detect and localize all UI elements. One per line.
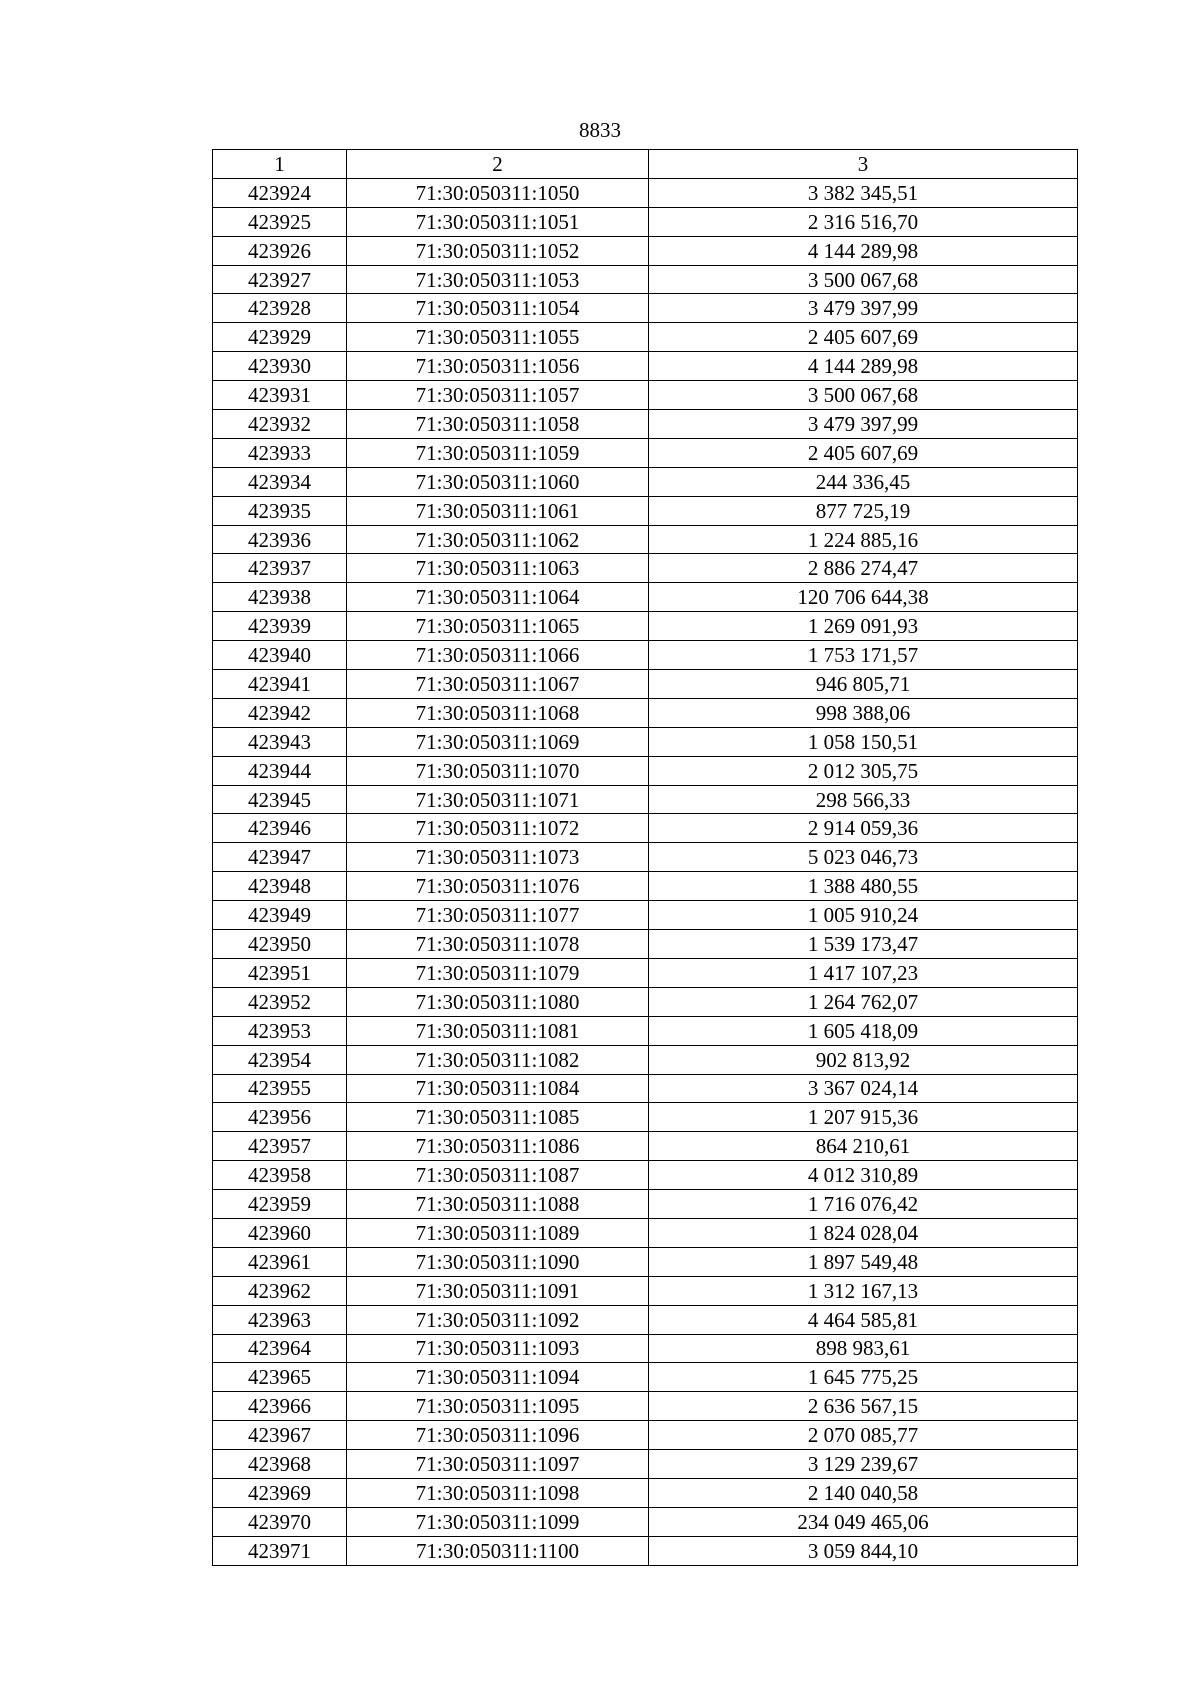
value-cell: 1 224 885,16 bbox=[649, 525, 1078, 554]
row-number-cell: 423936 bbox=[213, 525, 347, 554]
row-number-cell: 423930 bbox=[213, 352, 347, 381]
table-row bbox=[213, 438, 1078, 467]
cadastral-number-cell: 71:30:050311:1099 bbox=[347, 1507, 649, 1536]
cadastral-number-cell: 71:30:050311:1087 bbox=[347, 1161, 649, 1190]
cadastral-number-cell: 71:30:050311:1058 bbox=[347, 410, 649, 439]
cadastral-number-cell: 71:30:050311:1081 bbox=[347, 1016, 649, 1045]
table-row bbox=[213, 496, 1078, 525]
row-number-cell: 423957 bbox=[213, 1132, 347, 1161]
row-number-cell: 423970 bbox=[213, 1507, 347, 1536]
cadastral-number-cell: 71:30:050311:1064 bbox=[347, 583, 649, 612]
value-cell: 3 129 239,67 bbox=[649, 1450, 1078, 1479]
row-number-cell: 423935 bbox=[213, 496, 347, 525]
table-row bbox=[213, 756, 1078, 785]
cadastral-number-cell: 71:30:050311:1065 bbox=[347, 612, 649, 641]
table-row bbox=[213, 1507, 1078, 1536]
row-number-cell: 423948 bbox=[213, 872, 347, 901]
column-header-2: 2 bbox=[347, 150, 649, 179]
table-row bbox=[213, 1045, 1078, 1074]
value-cell: 1 058 150,51 bbox=[649, 727, 1078, 756]
value-cell: 1 897 549,48 bbox=[649, 1247, 1078, 1276]
cadastral-number-cell: 71:30:050311:1051 bbox=[347, 207, 649, 236]
cadastral-number-cell: 71:30:050311:1059 bbox=[347, 438, 649, 467]
value-cell: 244 336,45 bbox=[649, 467, 1078, 496]
row-number-cell: 423960 bbox=[213, 1218, 347, 1247]
row-number-cell: 423924 bbox=[213, 178, 347, 207]
cadastral-number-cell: 71:30:050311:1067 bbox=[347, 670, 649, 699]
table-row bbox=[213, 1334, 1078, 1363]
table-row bbox=[213, 323, 1078, 352]
value-cell: 2 140 040,58 bbox=[649, 1478, 1078, 1507]
value-cell: 2 886 274,47 bbox=[649, 554, 1078, 583]
cadastral-number-cell: 71:30:050311:1073 bbox=[347, 843, 649, 872]
row-number-cell: 423951 bbox=[213, 958, 347, 987]
value-cell: 1 388 480,55 bbox=[649, 872, 1078, 901]
table-row bbox=[213, 1276, 1078, 1305]
value-cell: 2 012 305,75 bbox=[649, 756, 1078, 785]
value-cell: 898 983,61 bbox=[649, 1334, 1078, 1363]
cadastral-number-cell: 71:30:050311:1069 bbox=[347, 727, 649, 756]
row-number-cell: 423929 bbox=[213, 323, 347, 352]
table-row bbox=[213, 265, 1078, 294]
cadastral-number-cell: 71:30:050311:1098 bbox=[347, 1478, 649, 1507]
cadastral-number-cell: 71:30:050311:1095 bbox=[347, 1392, 649, 1421]
value-cell: 1 753 171,57 bbox=[649, 641, 1078, 670]
cadastral-number-cell: 71:30:050311:1070 bbox=[347, 756, 649, 785]
cadastral-number-cell: 71:30:050311:1072 bbox=[347, 814, 649, 843]
value-cell: 1 417 107,23 bbox=[649, 958, 1078, 987]
value-cell: 3 382 345,51 bbox=[649, 178, 1078, 207]
table-row bbox=[213, 727, 1078, 756]
value-cell: 4 464 585,81 bbox=[649, 1305, 1078, 1334]
table-row bbox=[213, 1190, 1078, 1219]
cadastral-number-cell: 71:30:050311:1061 bbox=[347, 496, 649, 525]
cadastral-number-cell: 71:30:050311:1090 bbox=[347, 1247, 649, 1276]
value-cell: 2 070 085,77 bbox=[649, 1421, 1078, 1450]
value-cell: 1 207 915,36 bbox=[649, 1103, 1078, 1132]
value-cell: 1 269 091,93 bbox=[649, 612, 1078, 641]
value-cell: 1 312 167,13 bbox=[649, 1276, 1078, 1305]
value-cell: 4 012 310,89 bbox=[649, 1161, 1078, 1190]
row-number-cell: 423971 bbox=[213, 1536, 347, 1565]
row-number-cell: 423962 bbox=[213, 1276, 347, 1305]
table-header-row bbox=[213, 150, 1078, 179]
table-row bbox=[213, 1392, 1078, 1421]
table-row bbox=[213, 525, 1078, 554]
value-cell: 3 500 067,68 bbox=[649, 381, 1078, 410]
value-cell: 1 824 028,04 bbox=[649, 1218, 1078, 1247]
row-number-cell: 423943 bbox=[213, 727, 347, 756]
table-row bbox=[213, 381, 1078, 410]
cadastral-number-cell: 71:30:050311:1063 bbox=[347, 554, 649, 583]
table-row bbox=[213, 901, 1078, 930]
value-cell: 234 049 465,06 bbox=[649, 1507, 1078, 1536]
table-row bbox=[213, 1247, 1078, 1276]
table-row bbox=[213, 1478, 1078, 1507]
row-number-cell: 423963 bbox=[213, 1305, 347, 1334]
table-row bbox=[213, 1016, 1078, 1045]
cadastral-number-cell: 71:30:050311:1089 bbox=[347, 1218, 649, 1247]
row-number-cell: 423932 bbox=[213, 410, 347, 439]
cadastral-number-cell: 71:30:050311:1091 bbox=[347, 1276, 649, 1305]
cadastral-number-cell: 71:30:050311:1084 bbox=[347, 1074, 649, 1103]
table-row bbox=[213, 958, 1078, 987]
table-row bbox=[213, 178, 1078, 207]
row-number-cell: 423925 bbox=[213, 207, 347, 236]
cadastral-number-cell: 71:30:050311:1068 bbox=[347, 698, 649, 727]
table-row bbox=[213, 698, 1078, 727]
value-cell: 4 144 289,98 bbox=[649, 352, 1078, 381]
cadastral-number-cell: 71:30:050311:1082 bbox=[347, 1045, 649, 1074]
table-row bbox=[213, 1450, 1078, 1479]
table-row bbox=[213, 814, 1078, 843]
value-cell: 120 706 644,38 bbox=[649, 583, 1078, 612]
cadastral-number-cell: 71:30:050311:1085 bbox=[347, 1103, 649, 1132]
value-cell: 2 405 607,69 bbox=[649, 323, 1078, 352]
value-cell: 1 005 910,24 bbox=[649, 901, 1078, 930]
table-row bbox=[213, 410, 1078, 439]
table-row bbox=[213, 236, 1078, 265]
table-row bbox=[213, 1305, 1078, 1334]
row-number-cell: 423949 bbox=[213, 901, 347, 930]
row-number-cell: 423968 bbox=[213, 1450, 347, 1479]
value-cell: 2 405 607,69 bbox=[649, 438, 1078, 467]
cadastral-number-cell: 71:30:050311:1093 bbox=[347, 1334, 649, 1363]
row-number-cell: 423940 bbox=[213, 641, 347, 670]
value-cell: 1 539 173,47 bbox=[649, 930, 1078, 959]
row-number-cell: 423954 bbox=[213, 1045, 347, 1074]
cadastral-number-cell: 71:30:050311:1079 bbox=[347, 958, 649, 987]
value-cell: 3 367 024,14 bbox=[649, 1074, 1078, 1103]
cadastral-number-cell: 71:30:050311:1078 bbox=[347, 930, 649, 959]
cadastral-number-cell: 71:30:050311:1052 bbox=[347, 236, 649, 265]
table-row bbox=[213, 670, 1078, 699]
value-cell: 3 479 397,99 bbox=[649, 294, 1078, 323]
table-row bbox=[213, 987, 1078, 1016]
value-cell: 298 566,33 bbox=[649, 785, 1078, 814]
row-number-cell: 423938 bbox=[213, 583, 347, 612]
row-number-cell: 423964 bbox=[213, 1334, 347, 1363]
value-cell: 1 716 076,42 bbox=[649, 1190, 1078, 1219]
value-cell: 998 388,06 bbox=[649, 698, 1078, 727]
table-row bbox=[213, 785, 1078, 814]
row-number-cell: 423946 bbox=[213, 814, 347, 843]
row-number-cell: 423969 bbox=[213, 1478, 347, 1507]
row-number-cell: 423934 bbox=[213, 467, 347, 496]
cadastral-number-cell: 71:30:050311:1096 bbox=[347, 1421, 649, 1450]
row-number-cell: 423933 bbox=[213, 438, 347, 467]
row-number-cell: 423941 bbox=[213, 670, 347, 699]
table-row bbox=[213, 1421, 1078, 1450]
data-table bbox=[212, 149, 1078, 1566]
row-number-cell: 423942 bbox=[213, 698, 347, 727]
cadastral-number-cell: 71:30:050311:1066 bbox=[347, 641, 649, 670]
row-number-cell: 423958 bbox=[213, 1161, 347, 1190]
cadastral-number-cell: 71:30:050311:1057 bbox=[347, 381, 649, 410]
value-cell: 2 316 516,70 bbox=[649, 207, 1078, 236]
value-cell: 1 605 418,09 bbox=[649, 1016, 1078, 1045]
cadastral-number-cell: 71:30:050311:1054 bbox=[347, 294, 649, 323]
row-number-cell: 423961 bbox=[213, 1247, 347, 1276]
row-number-cell: 423950 bbox=[213, 930, 347, 959]
cadastral-number-cell: 71:30:050311:1077 bbox=[347, 901, 649, 930]
table-row bbox=[213, 1074, 1078, 1103]
row-number-cell: 423947 bbox=[213, 843, 347, 872]
row-number-cell: 423956 bbox=[213, 1103, 347, 1132]
table-row bbox=[213, 583, 1078, 612]
table-row bbox=[213, 1536, 1078, 1565]
cadastral-number-cell: 71:30:050311:1088 bbox=[347, 1190, 649, 1219]
row-number-cell: 423967 bbox=[213, 1421, 347, 1450]
table-row bbox=[213, 641, 1078, 670]
cadastral-number-cell: 71:30:050311:1080 bbox=[347, 987, 649, 1016]
row-number-cell: 423953 bbox=[213, 1016, 347, 1045]
table-row bbox=[213, 554, 1078, 583]
value-cell: 2 914 059,36 bbox=[649, 814, 1078, 843]
value-cell: 3 479 397,99 bbox=[649, 410, 1078, 439]
value-cell: 5 023 046,73 bbox=[649, 843, 1078, 872]
column-header-3: 3 bbox=[649, 150, 1078, 179]
table-row bbox=[213, 207, 1078, 236]
row-number-cell: 423966 bbox=[213, 1392, 347, 1421]
row-number-cell: 423965 bbox=[213, 1363, 347, 1392]
value-cell: 1 645 775,25 bbox=[649, 1363, 1078, 1392]
table-row bbox=[213, 930, 1078, 959]
value-cell: 946 805,71 bbox=[649, 670, 1078, 699]
row-number-cell: 423928 bbox=[213, 294, 347, 323]
cadastral-number-cell: 71:30:050311:1056 bbox=[347, 352, 649, 381]
value-cell: 864 210,61 bbox=[649, 1132, 1078, 1161]
value-cell: 902 813,92 bbox=[649, 1045, 1078, 1074]
value-cell: 3 500 067,68 bbox=[649, 265, 1078, 294]
cadastral-number-cell: 71:30:050311:1086 bbox=[347, 1132, 649, 1161]
cadastral-number-cell: 71:30:050311:1055 bbox=[347, 323, 649, 352]
table-row bbox=[213, 1103, 1078, 1132]
table-row bbox=[213, 612, 1078, 641]
page-number: 8833 bbox=[579, 118, 621, 142]
table-row bbox=[213, 1218, 1078, 1247]
column-header-1: 1 bbox=[213, 150, 347, 179]
cadastral-number-cell: 71:30:050311:1053 bbox=[347, 265, 649, 294]
cadastral-number-cell: 71:30:050311:1100 bbox=[347, 1536, 649, 1565]
value-cell: 4 144 289,98 bbox=[649, 236, 1078, 265]
cadastral-number-cell: 71:30:050311:1071 bbox=[347, 785, 649, 814]
cadastral-number-cell: 71:30:050311:1092 bbox=[347, 1305, 649, 1334]
table-row bbox=[213, 1363, 1078, 1392]
cadastral-number-cell: 71:30:050311:1062 bbox=[347, 525, 649, 554]
value-cell: 1 264 762,07 bbox=[649, 987, 1078, 1016]
value-cell: 2 636 567,15 bbox=[649, 1392, 1078, 1421]
table-row bbox=[213, 1161, 1078, 1190]
row-number-cell: 423939 bbox=[213, 612, 347, 641]
table-row bbox=[213, 467, 1078, 496]
table-row bbox=[213, 1132, 1078, 1161]
row-number-cell: 423952 bbox=[213, 987, 347, 1016]
table-row bbox=[213, 352, 1078, 381]
cadastral-number-cell: 71:30:050311:1050 bbox=[347, 178, 649, 207]
value-cell: 3 059 844,10 bbox=[649, 1536, 1078, 1565]
value-cell: 877 725,19 bbox=[649, 496, 1078, 525]
row-number-cell: 423955 bbox=[213, 1074, 347, 1103]
row-number-cell: 423927 bbox=[213, 265, 347, 294]
row-number-cell: 423944 bbox=[213, 756, 347, 785]
cadastral-number-cell: 71:30:050311:1060 bbox=[347, 467, 649, 496]
table-row bbox=[213, 872, 1078, 901]
cadastral-number-cell: 71:30:050311:1076 bbox=[347, 872, 649, 901]
cadastral-number-cell: 71:30:050311:1097 bbox=[347, 1450, 649, 1479]
table-row bbox=[213, 294, 1078, 323]
row-number-cell: 423937 bbox=[213, 554, 347, 583]
row-number-cell: 423931 bbox=[213, 381, 347, 410]
table-body bbox=[213, 178, 1078, 1565]
row-number-cell: 423926 bbox=[213, 236, 347, 265]
table-row bbox=[213, 843, 1078, 872]
row-number-cell: 423959 bbox=[213, 1190, 347, 1219]
row-number-cell: 423945 bbox=[213, 785, 347, 814]
cadastral-number-cell: 71:30:050311:1094 bbox=[347, 1363, 649, 1392]
